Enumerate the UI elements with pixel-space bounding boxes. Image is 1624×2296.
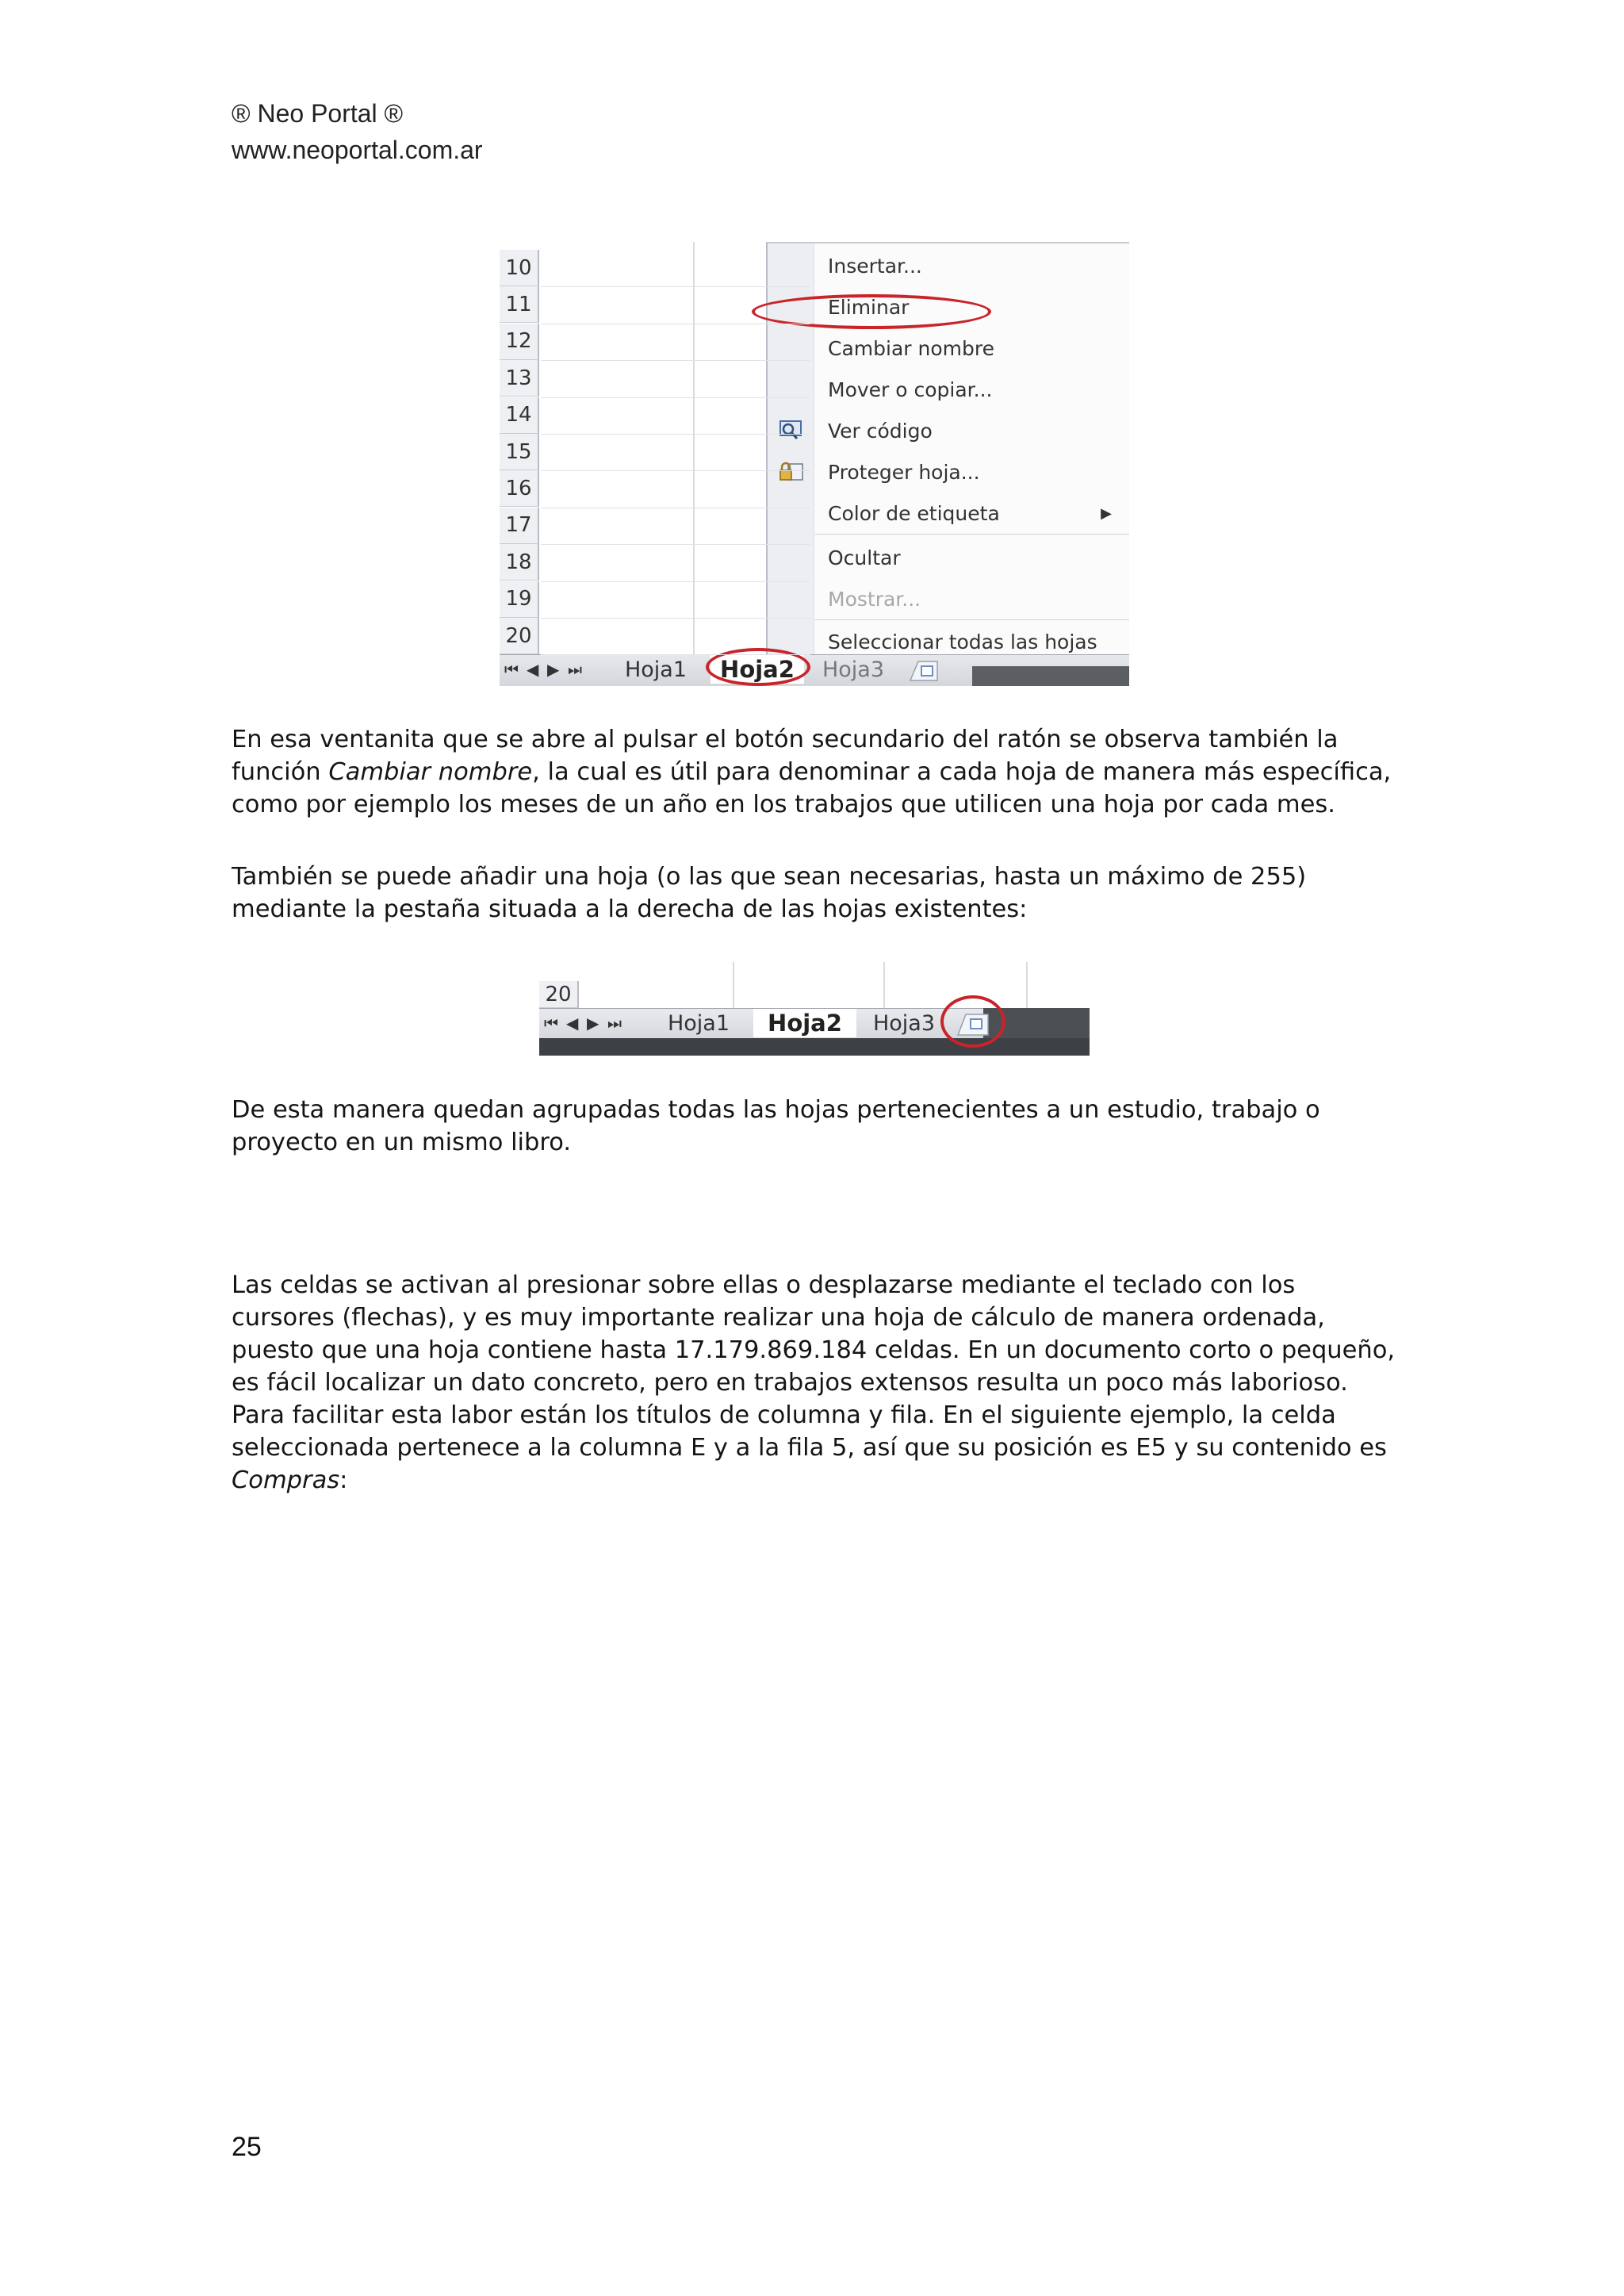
row-gridline	[541, 618, 810, 619]
emphasis-compras: Compras	[232, 1466, 340, 1494]
insert-sheet-tab-screenshot	[539, 962, 1090, 1056]
sheet-tab-bar	[500, 654, 1129, 686]
paragraph-text: :	[339, 1466, 348, 1494]
page-header	[232, 95, 483, 168]
paragraph-celdas	[232, 1269, 1405, 1497]
menu-separator	[815, 534, 1129, 535]
row-gridline	[541, 397, 810, 398]
code-view-icon	[777, 418, 806, 442]
row-gridline	[541, 286, 810, 287]
column-gridline	[1026, 962, 1028, 1010]
submenu-arrow-icon: ▶	[1101, 505, 1112, 522]
last-sheet-icon[interactable]: ⏭	[568, 660, 582, 679]
menu-item-mostrar: Mostrar...	[828, 588, 921, 611]
menu-item-ocultar[interactable]: Ocultar	[828, 546, 901, 569]
tab-hoja3[interactable]: Hoja3	[822, 657, 885, 682]
paragraph-cambiar-nombre	[232, 723, 1405, 821]
menu-item-mover-copiar[interactable]: Mover o copiar...	[828, 378, 993, 401]
prev-sheet-icon[interactable]: ◀	[566, 1014, 579, 1033]
first-sheet-icon[interactable]: ⏮	[504, 660, 519, 679]
row-header: 11	[500, 286, 539, 323]
row-header: 15	[500, 434, 539, 470]
paragraph-anadir-hoja: También se puede añadir una hoja (o las que sean necesarias, hasta un máximo de 255) mediante la pestaña situada a la derecha de las hojas existentes:	[232, 863, 1307, 923]
row-gridline	[541, 434, 810, 435]
menu-item-ver-codigo[interactable]: Ver código	[828, 420, 933, 443]
tab-hoja3[interactable]: Hoja3	[872, 1010, 936, 1036]
menu-separator	[815, 619, 1129, 620]
next-sheet-icon[interactable]: ▶	[547, 660, 560, 679]
paragraph-text: Las celdas se activan al presionar sobre ellas o desplazarse mediante el teclado con los cursores (flechas), y es muy importante realizar una hoja de cálculo de manera ordenada, puesto que una hoja contiene hasta 17.179.869.184 celdas. En un documento corto o pequeño, es fácil localizar un dato concreto, pero en trabajos extensos resulta un poco más laborioso. Para facilitar esta labor están los títulos de columna y fila. En el siguiente ejemplo, la celda seleccionada pertenece a la columna E y a la fila 5, así que su posición es E5 y su contenido es	[232, 1271, 1396, 1462]
tab-bar-scroll-area	[972, 666, 1129, 686]
column-gridline	[693, 242, 695, 654]
last-sheet-icon[interactable]: ⏭	[607, 1014, 622, 1033]
first-sheet-icon[interactable]: ⏮	[544, 1014, 558, 1033]
row-header: 14	[500, 397, 539, 434]
menu-item-color-etiqueta[interactable]: Color de etiqueta	[828, 502, 1000, 525]
tab-hoja1[interactable]: Hoja1	[624, 657, 688, 682]
row-header: 20	[539, 981, 579, 1008]
paragraph-agrupadas: De esta manera quedan agrupadas todas las hojas pertenecientes a un estudio, trabajo o proyecto en un mismo libro.	[232, 1096, 1320, 1156]
menu-item-insertar[interactable]: Insertar...	[828, 255, 922, 278]
paragraph-text: En esa ventanita que se abre al pulsar el botón secundario del ratón se observa también la función	[232, 726, 1339, 786]
row-header: 16	[500, 470, 539, 507]
row-header: 17	[500, 508, 539, 544]
insert-sheet-icon[interactable]	[906, 658, 942, 682]
tab-hoja2[interactable]: Hoja2	[753, 1009, 856, 1037]
row-gridline	[541, 581, 810, 582]
row-gridline	[541, 470, 810, 471]
menu-item-proteger-hoja[interactable]: Proteger hoja...	[828, 461, 980, 484]
column-gridline	[733, 962, 734, 1010]
row-header: 10	[500, 250, 539, 286]
row-header: 18	[500, 544, 539, 581]
page-number: 25	[232, 2132, 262, 2162]
insert-tab-highlight-circle	[940, 995, 1005, 1048]
header-brand: ® Neo Portal ®	[232, 99, 404, 128]
prev-sheet-icon[interactable]: ◀	[527, 660, 539, 679]
sheet-context-menu-screenshot	[500, 242, 1129, 686]
row-header: 19	[500, 581, 539, 618]
row-header: 20	[500, 618, 539, 654]
column-gridline	[883, 962, 885, 1010]
status-bar	[539, 1038, 1090, 1056]
hoja2-highlight-circle	[706, 648, 810, 686]
menu-item-cambiar-nombre[interactable]: Cambiar nombre	[828, 337, 994, 360]
emphasis-cambiar-nombre: Cambiar nombre	[328, 758, 533, 786]
header-url: www.neoportal.com.ar	[232, 136, 483, 164]
tab-hoja1[interactable]: Hoja1	[667, 1010, 730, 1036]
next-sheet-icon[interactable]: ▶	[587, 1014, 599, 1033]
row-gridline	[541, 544, 810, 545]
tab-hoja2[interactable]: Hoja2	[710, 655, 804, 684]
row-gridline	[541, 654, 810, 655]
row-gridline	[541, 360, 810, 361]
menu-item-eliminar[interactable]: Eliminar	[828, 296, 910, 319]
row-header: 12	[500, 324, 539, 360]
menu-item-seleccionar-todas[interactable]: Seleccionar todas las hojas	[828, 631, 1097, 654]
row-header: 13	[500, 360, 539, 397]
paragraph-text: , la cual es útil para denominar a cada hoja de manera más específica, como por ejemplo los meses de un año en los trabajos que utilicen una hoja por cada mes.	[232, 758, 1392, 818]
